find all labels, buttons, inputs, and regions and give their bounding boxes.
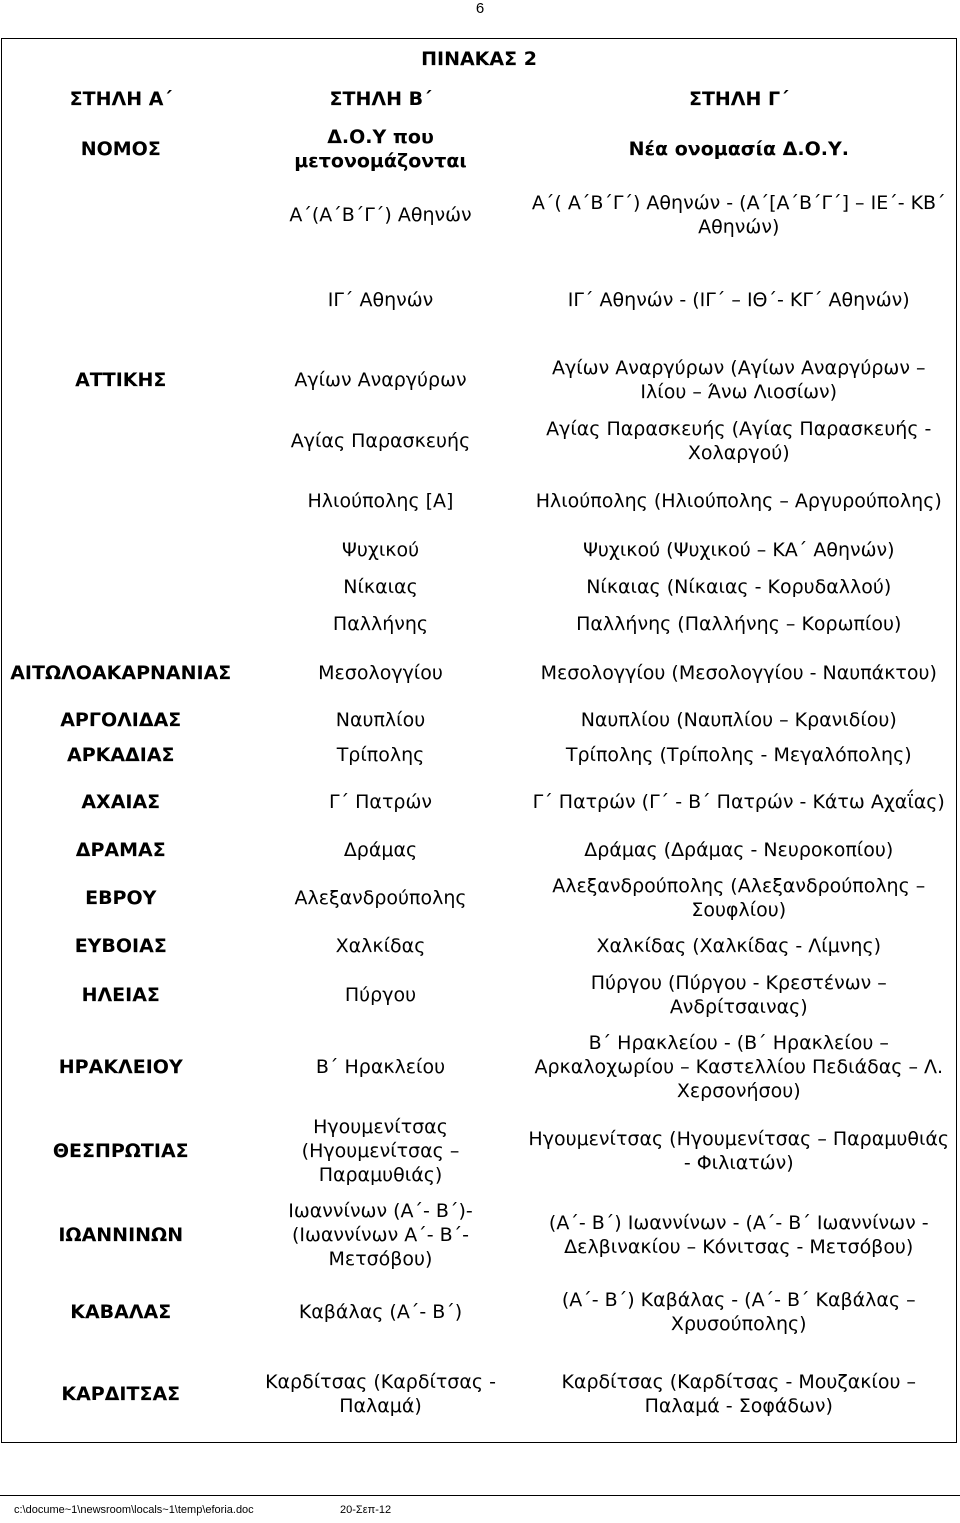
page-number: 6 <box>475 0 485 17</box>
column-a-label: ΣΤΗΛΗ Α΄ <box>69 87 172 110</box>
row-old-name: Ηλιούπολης [Α] <box>307 489 454 512</box>
row-new-name: Νίκαιας (Νίκαιας - Κορυδαλλού) <box>586 575 892 598</box>
row-new-name: Καρδίτσας (Καρδίτσας - Μουζακίου – Παλαμά - Σοφάδων) <box>561 1371 917 1418</box>
row-old-name: Δράμας <box>343 838 418 861</box>
header-new-name: Νέα ονομασία Δ.Ο.Υ. <box>628 137 849 160</box>
row-county: ΘΕΣΠΡΩΤΙΑΣ <box>52 1139 189 1162</box>
row-new-name: (Α΄- Β΄) Καβάλας - (Α΄- Β΄ Καβάλας – Χρυσούπολης) <box>561 1288 916 1335</box>
row-new-name: Παλλήνης (Παλλήνης – Κορωπίου) <box>576 612 902 635</box>
row-old-name: Ιωαννίνων (Α΄- Β΄)- (Ιωαννίνων Α΄- Β΄- Μετσόβου) <box>288 1199 473 1270</box>
row-new-name: Γ΄ Πατρών (Γ΄ - Β΄ Πατρών - Κάτω Αχαΐας) <box>532 790 945 813</box>
row-old-name: Γ΄ Πατρών <box>329 790 432 813</box>
row-old-name: Καβάλας (Α΄- Β΄) <box>298 1300 463 1323</box>
county-cell-empty <box>2 251 240 349</box>
row-new-name: Α΄( Α΄Β΄Γ΄) Αθηνών - (Α΄[Α΄Β΄Γ΄] – ΙΕ΄- ΚΒ΄ Αθηνών) <box>531 191 946 238</box>
row-old-name: Ψυχικού <box>341 538 420 561</box>
header-renamed-offices-text: Δ.Ο.Υ που μετονομάζονται <box>294 125 467 172</box>
row-new-name: Πύργου (Πύργου - Κρεστένων – Ανδρίτσαινας) <box>590 971 887 1018</box>
county-cell-empty <box>2 179 240 251</box>
county-cell-empty <box>2 605 240 643</box>
row-county: ΗΡΑΚΛΕΙΟΥ <box>58 1055 183 1078</box>
row-county: ΙΩΑΝΝΙΝΩΝ <box>58 1223 184 1246</box>
footer-divider <box>0 1495 960 1496</box>
row-county: ΑΧΑΙΑΣ <box>81 790 161 813</box>
row-new-name: Τρίπολης (Τρίπολης - Μεγαλόπολης) <box>565 743 912 766</box>
row-old-name: Α΄(Α΄Β΄Γ΄) Αθηνών <box>289 203 472 226</box>
row-county: ΗΛΕΙΑΣ <box>81 983 160 1006</box>
row-old-name: Νίκαιας <box>343 575 418 598</box>
table-title: ΠΙΝΑΚΑΣ 2 <box>421 47 537 70</box>
row-old-name: ΙΓ΄ Αθηνών <box>327 288 434 311</box>
row-new-name: Αγίας Παρασκευής (Αγίας Παρασκευής - Χολαργού) <box>546 417 932 464</box>
row-new-name: ΙΓ΄ Αθηνών - (ΙΓ΄ – ΙΘ΄- ΚΓ΄ Αθηνών) <box>567 288 910 311</box>
row-old-name: Ηγουμενίτσας (Ηγουμενίτσας – Παραμυθιάς) <box>301 1115 460 1186</box>
row-new-name: Ηλιούπολης (Ηλιούπολης – Αργυρούπολης) <box>535 489 942 512</box>
row-old-name: Καρδίτσας (Καρδίτσας - Παλαμά) <box>265 1371 496 1418</box>
row-county: ΕΥΒΟΙΑΣ <box>74 934 167 957</box>
row-new-name: Ναυπλίου (Ναυπλίου – Κρανιδίου) <box>580 708 897 731</box>
row-county: ΔΡΑΜΑΣ <box>75 838 166 861</box>
row-old-name: Β΄ Ηρακλείου <box>315 1055 446 1078</box>
row-old-name: Αλεξανδρούπολης <box>294 886 467 909</box>
row-county: ΑΙΤΩΛΟΑΚΑΡΝΑΝΙΑΣ <box>10 661 232 684</box>
row-old-name: Παλλήνης <box>332 612 429 635</box>
header-county: ΝΟΜΟΣ <box>80 137 161 160</box>
row-new-name: (Α΄- Β΄) Ιωαννίνων - (Α΄- Β΄ Ιωαννίνων - Δελβινακίου – Κόνιτσας - Μετσόβου) <box>548 1211 929 1258</box>
row-new-name: Ψυχικού (Ψυχικού – ΚΑ΄ Αθηνών) <box>582 538 895 561</box>
directive-table <box>1 38 957 1443</box>
footer-file-path: c:\docume~1\newsroom\locals~1\temp\eforia.doc <box>14 1504 254 1516</box>
row-new-name: Δράμας (Δράμας - Νευροκοπίου) <box>584 838 894 861</box>
row-old-name: Χαλκίδας <box>335 934 426 957</box>
row-old-name: Πύργου <box>344 983 417 1006</box>
row-county: ΑΤΤΙΚΗΣ <box>75 368 167 391</box>
row-old-name: Ναυπλίου <box>335 708 426 731</box>
county-cell-empty <box>2 569 240 605</box>
row-county: ΕΒΡΟΥ <box>85 886 157 909</box>
row-old-name: Μεσολογγίου <box>318 661 443 684</box>
row-new-name: Ηγουμενίτσας (Ηγουμενίτσας – Παραμυθιάς - Φιλιατών) <box>528 1127 950 1174</box>
row-old-name: Αγίων Αναργύρων <box>294 368 467 391</box>
footer-date: 20-Σεπ-12 <box>340 1504 392 1516</box>
county-cell-empty <box>2 471 240 531</box>
row-old-name: Τρίπολης <box>336 743 425 766</box>
row-old-name: Αγίας Παρασκευής <box>290 429 471 452</box>
row-county: ΚΑΒΑΛΑΣ <box>70 1300 172 1323</box>
county-cell-empty <box>2 411 240 471</box>
row-new-name: Χαλκίδας (Χαλκίδας - Λίμνης) <box>596 934 882 957</box>
row-county: ΑΡΚΑΔΙΑΣ <box>66 743 175 766</box>
county-cell-empty <box>2 531 240 569</box>
column-c-label: ΣΤΗΛΗ Γ΄ <box>688 87 789 110</box>
row-new-name: Αγίων Αναργύρων (Αγίων Αναργύρων – Ιλίου – Άνω Λιοσίων) <box>552 356 926 403</box>
row-new-name: Αλεξανδρούπολης (Αλεξανδρούπολης – Σουφλίου) <box>552 874 926 921</box>
row-new-name: Β΄ Ηρακλείου - (Β΄ Ηρακλείου – Αρκαλοχωρίου – Καστελλίου Πεδιάδας – Λ. Χερσονήσου) <box>534 1031 944 1102</box>
column-b-label: ΣΤΗΛΗ Β΄ <box>329 87 432 110</box>
row-county: ΑΡΓΟΛΙΔΑΣ <box>60 708 182 731</box>
header-renamed-offices <box>240 119 522 179</box>
row-new-name: Μεσολογγίου (Μεσολογγίου - Ναυπάκτου) <box>540 661 937 684</box>
row-county: ΚΑΡΔΙΤΣΑΣ <box>61 1383 181 1406</box>
